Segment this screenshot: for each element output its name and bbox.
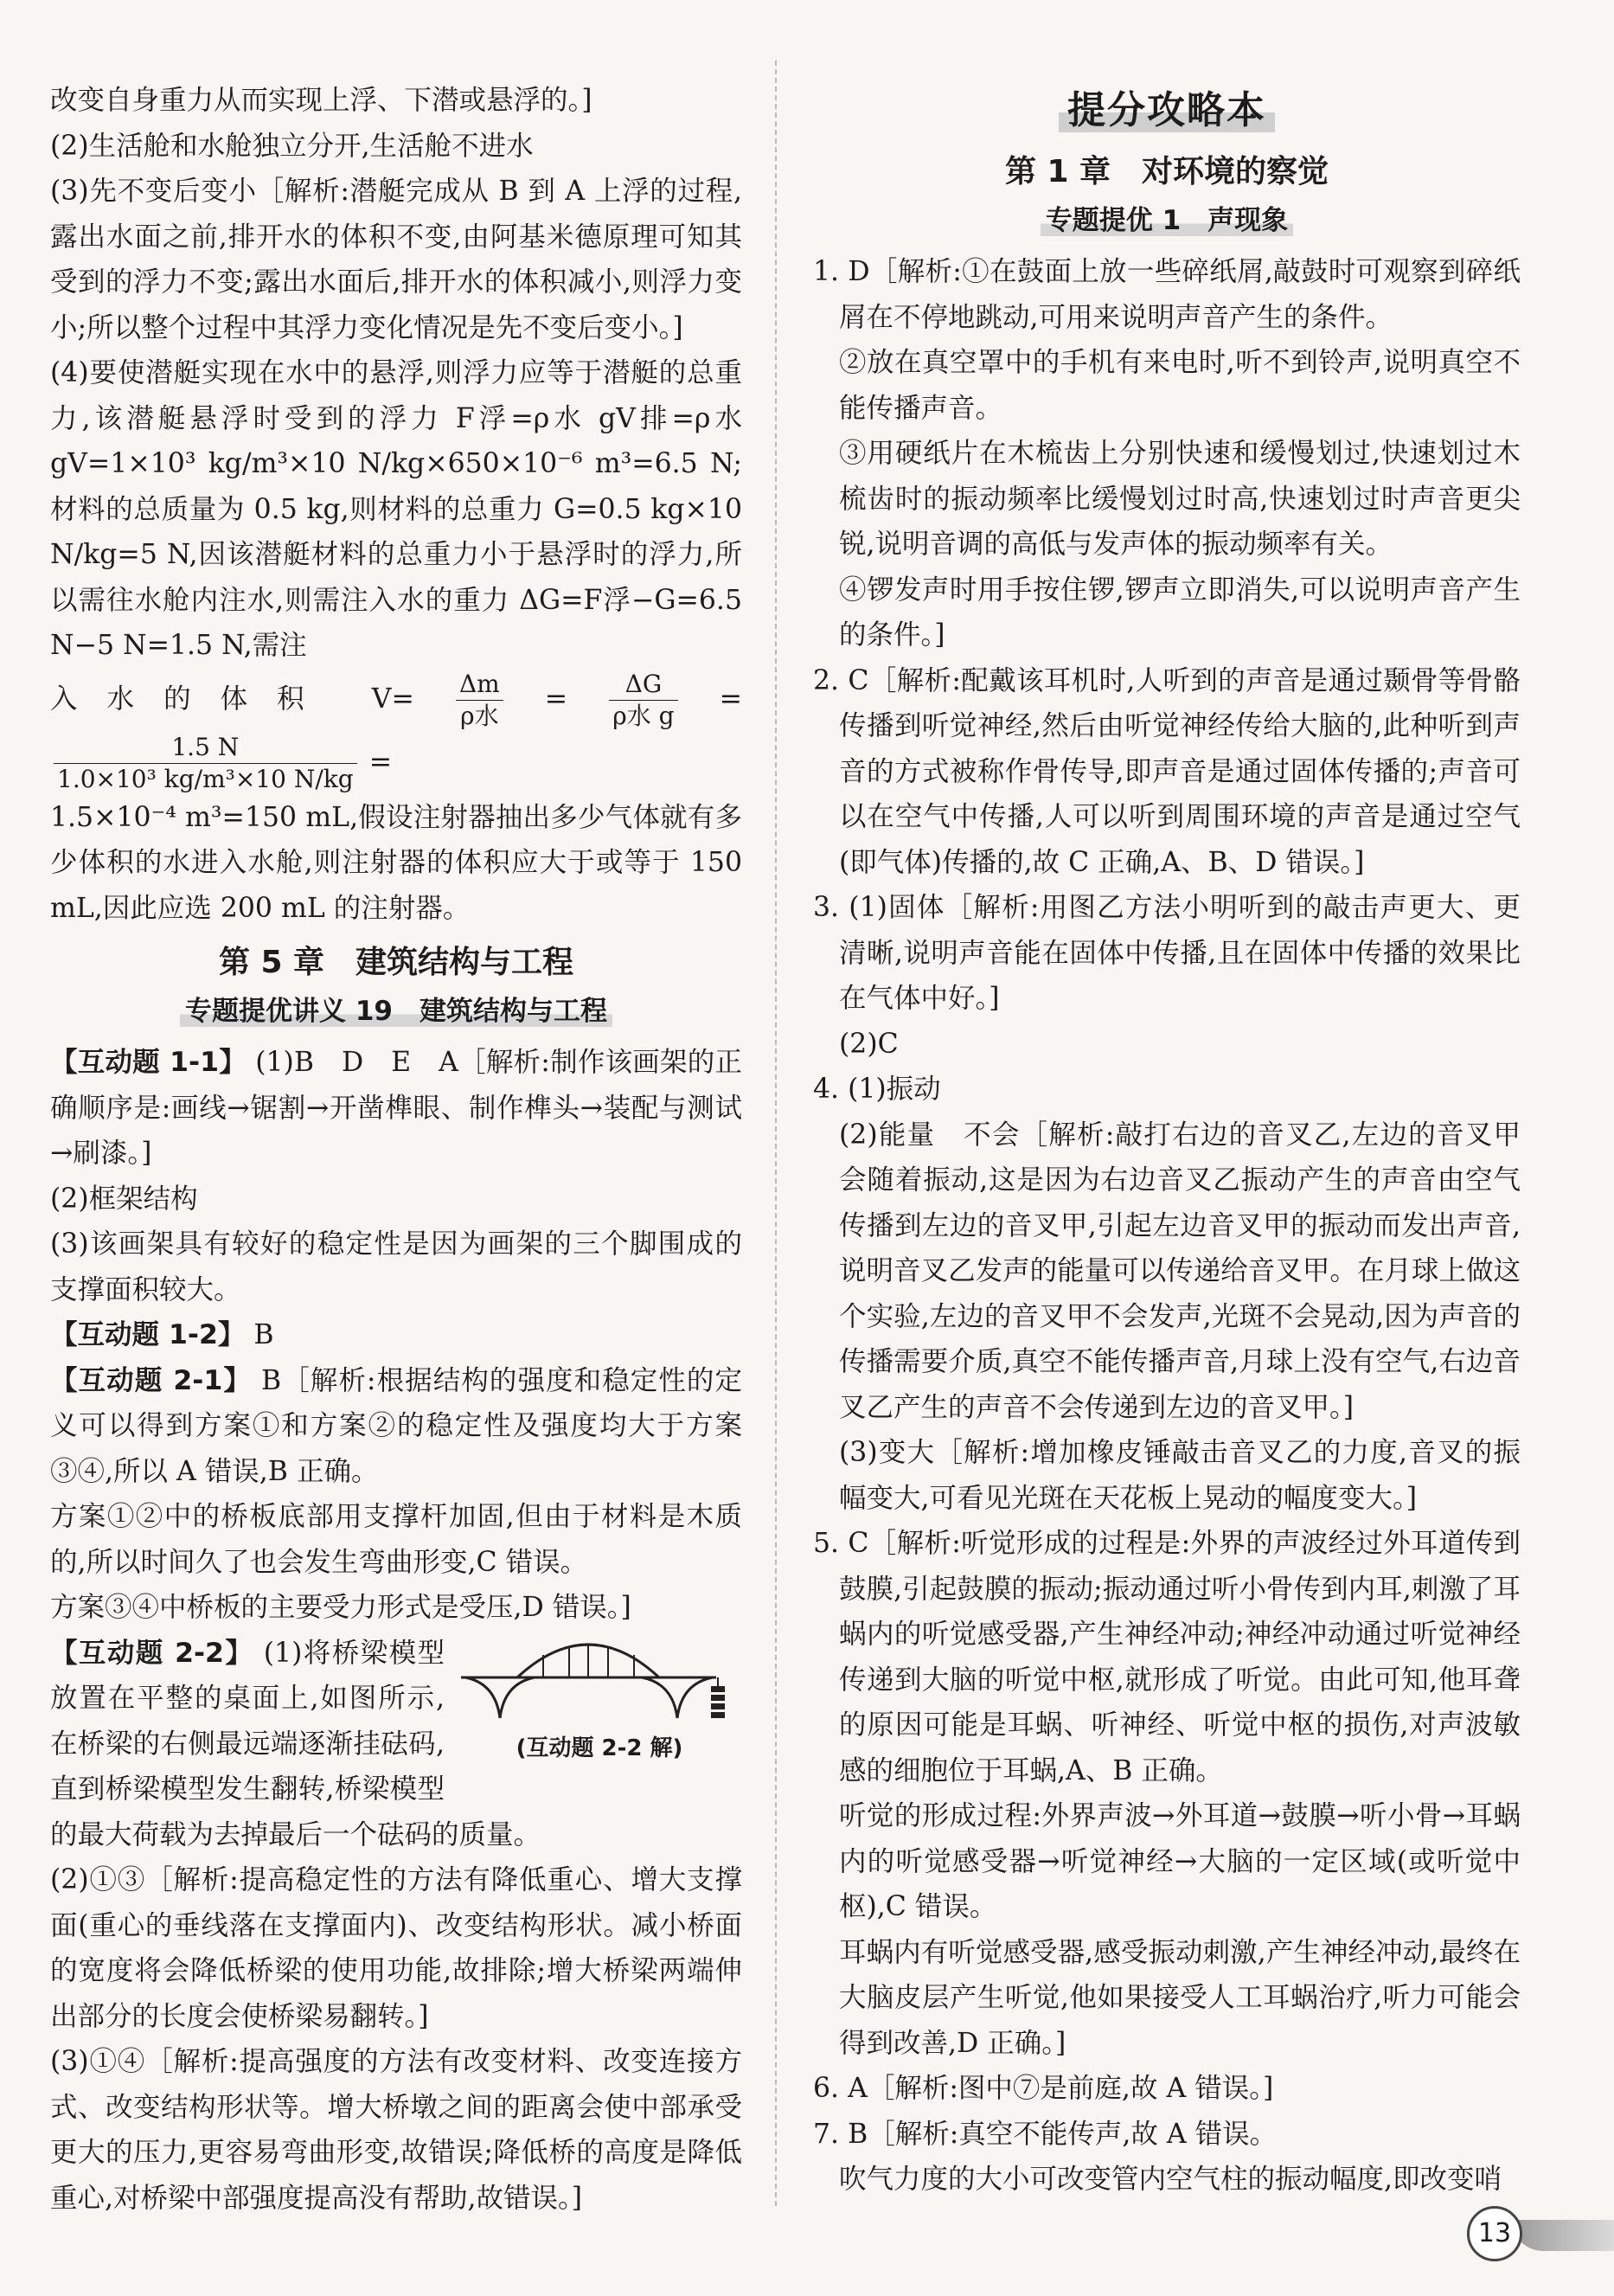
formula-line: 入水的体积 V= $\frac{\Delta m}{\text{ρ水}}$ = $\frac{\Delta G}{\text{ρ水 g}}$ = $\frac{1.5 N}{\text{1.0×10³ kg/m³×10 N/kg}}$ = [50,669,743,793]
text-line: (2)生活舱和水舱独立分开,生活舱不进水 [50,130,534,162]
chapter-title: 第 1 章 对环境的察觉 [1004,154,1329,189]
answer-item: ③用硬纸片在木梳齿上分别快速和缓慢划过,快速划过木梳齿时的振动频率比缓慢划过时高,快速划过时声音更尖锐,说明音调的高低与发声体的振动频率有关。 [839,438,1521,560]
answer-item: 【互动题 2-1】 B［解析:根据结构的强度和稳定性的定义可以得到方案①和方案②的稳定性及强度均大于方案③④,所以 A 错误,B 正确。 [50,1364,742,1487]
answer-item: ②放在真空罩中的手机有来电时,听不到铃声,说明真空不能传播声音。 [839,347,1521,424]
answer-item: (2)能量 不会［解析:敲打右边的音叉乙,左边的音叉甲会随着振动,这是因为右边音叉乙振动产生的声音由空气传播到左边的音叉甲,引起左边音叉甲的振动而发出声音,说明音叉乙发声的能量可以传递给音叉甲。在月球上做这个实验,左边的音叉甲不会发声,光斑不会晃动,因为声音的传播需要介质,真空不能传播声音,月球上没有空气,右边音叉乙产生的声音不会传递到左边的音叉甲。] [839,1119,1521,1423]
figure-caption: (互动题 2-2 解) [516,1735,683,1761]
answer-item: (3)变大［解析:增加橡皮锤敲击音叉乙的力度,音叉的振幅变大,可看见光斑在天花板上晃动的幅度变大。] [839,1437,1521,1514]
fraction: $\frac{1.5 N}{\text{1.0×10³ kg/m³×10 N/kg}}$ [54,732,357,795]
page-number-badge [1467,2204,1614,2265]
answer-item: 方案③④中桥板的主要受力形式是受压,D 错误。] [50,1592,631,1623]
book-title: 提分攻略本 [813,85,1521,140]
section-title: 专题提优讲义 19 建筑结构与工程 [50,988,742,1035]
right-column [813,80,1521,2203]
answer-item: 3. (1)固体［解析:用图乙方法小明听到的敲击声更大、更清晰,说明声音能在固体中传播,且在固体中传播的效果比在气体中好。] [813,892,1521,1014]
answer-item: 【互动题 2-2】 (1)将桥梁模型放置在平整的桌面上,如图所示,在桥梁的右侧最远端逐渐挂砝码,直到桥梁模型发生翻转,桥梁模型的最大荷载为去掉最后一个砝码的质量。 [50,1637,541,1850]
fraction: $\frac{\Delta m}{\text{ρ水}}$ [456,669,503,732]
answer-item: ④锣发声时用手按住锣,锣声立即消失,可以说明声音产生的条件。] [839,574,1521,651]
text-line: (3)先不变后变小［解析:潜艇完成从 B 到 A 上浮的过程,露出水面之前,排开水的体积不变,由阿基米德原理可知其受到的浮力不变;露出水面后,排开水的体积减小,则浮力变小;所以整个过程中其浮力变化情况是先不变后变小。] [50,176,742,343]
answer-item: 【互动题 1-1】 (1)B D E A［解析:制作该画架的正确顺序是:画线→锯割→开凿榫眼、制作榫头→装配与测试→刷漆。] [50,1047,742,1169]
answer-item: 方案①②中的桥板底部用支撑杆加固,但由于材料是木质的,所以时间久了也会发生弯曲形变,C 错误。 [50,1501,742,1578]
bridge-figure [457,1636,742,1783]
answer-item: (2)框架结构 [50,1183,198,1215]
answer-item: 6. A［解析:图中⑦是前庭,故 A 错误。] [813,2073,1274,2104]
answer-item: 1. D［解析:①在鼓面上放一些碎纸屑,敲鼓时可观察到碎纸屑在不停地跳动,可用来说明声音产生的条件。 [813,256,1521,333]
answer-item: 听觉的形成过程:外界声波→外耳道→鼓膜→听小骨→耳蜗内的听觉感受器→听觉神经→大脑的一定区域(或听觉中枢),C 错误。 [839,1800,1521,1922]
answer-item: 5. C［解析:听觉形成的过程是:外界的声波经过外耳道传到鼓膜,引起鼓膜的振动;振动通过听小骨传到内耳,刺激了耳蜗内的听觉感受器,产生神经冲动;神经冲动通过听觉神经传递到大脑的听觉中枢,就形成了听觉。由此可知,他耳聋的原因可能是耳蜗、听神经、听觉中枢的损伤,对声波敏感的细胞位于耳蜗,A、B 正确。 [813,1528,1521,1786]
answer-item: (2)①③［解析:提高稳定性的方法有降低重心、增大支撑面(重心的垂线落在支撑面内)、改变结构形状。减小桥面的宽度将会降低桥梁的使用功能,故排除;增大桥梁两端伸出部分的长度会使桥梁易翻转。] [50,1864,742,2032]
bridge-diagram [457,1636,733,1731]
text-line: 1.5×10⁻⁴ m³=150 mL,假设注射器抽出多少气体就有多少体积的水进入水舱,则注射器的体积应大于或等于 150 mL,因此应选 200 mL 的注射器。 [50,801,742,924]
answer-item: 【互动题 1-2】 B [50,1319,274,1350]
text-line: (4)要使潜艇实现在水中的悬浮,则浮力应等于潜艇的总重力,该潜艇悬浮时受到的浮力 F浮=ρ水 gV排=ρ水 gV=1×10³ kg/m³×10 N/kg×650×10⁻⁶ m³=6.5 N;材料的总质量为 0.5 kg,则材料的总重力 G=0.5 kg×10 N/kg=5 N,因该潜艇材料的总重力小于悬浮时的浮力,所以需往水舱内注水,则需注入水的重力 ΔG=F浮−G=6.5 N−5 N=1.5 N,需注 [50,357,742,661]
left-column [50,78,742,2221]
section-title: 专题提优 1 声现象 [813,197,1521,244]
page-number: 13 [1467,2206,1522,2261]
chapter-title: 第 5 章 建筑结构与工程 [218,945,574,980]
text-line: 改变自身重力从而实现上浮、下潜或悬浮的。] [50,85,592,116]
answer-item: 吹气力度的大小可改变管内空气柱的振动幅度,即改变哨 [839,2164,1502,2195]
page-swoosh-decoration [1512,2220,1614,2251]
answer-item: (2)C [839,1028,899,1060]
column-divider [775,61,777,2206]
answer-item: (3)①④［解析:提高强度的方法有改变材料、改变连接方式、改变结构形状等。增大桥墩之间的距离会使中部承受更大的压力,更容易弯曲形变,故错误;降低桥的高度是降低重心,对桥梁中部强度提高没有帮助,故错误。] [50,2046,742,2214]
fraction: $\frac{\Delta G}{\text{ρ水 g}}$ [609,669,677,732]
answer-item: (3)该画架具有较好的稳定性是因为画架的三个脚围成的支撑面积较大。 [50,1228,742,1305]
answer-item: 7. B［解析:真空不能传声,故 A 错误。 [813,2118,1278,2150]
answer-item: 2. C［解析:配戴该耳机时,人听到的声音是通过颞骨等骨骼传播到听觉神经,然后由听觉神经传给大脑的,此种听到声音的方式被称作骨传导,即声音是通过固体传播的;声音可以在空气中传播,人可以听到周围环境的声音是通过空气(即气体)传播的,故 C 正确,A、B、D 错误。] [813,664,1521,878]
answer-item: 4. (1)振动 [813,1074,941,1105]
answer-item: 耳蜗内有听觉感受器,感受振动刺激,产生神经冲动,最终在大脑皮层产生听觉,他如果接受人工耳蜗治疗,听力可能会得到改善,D 正确。] [839,1936,1521,2059]
